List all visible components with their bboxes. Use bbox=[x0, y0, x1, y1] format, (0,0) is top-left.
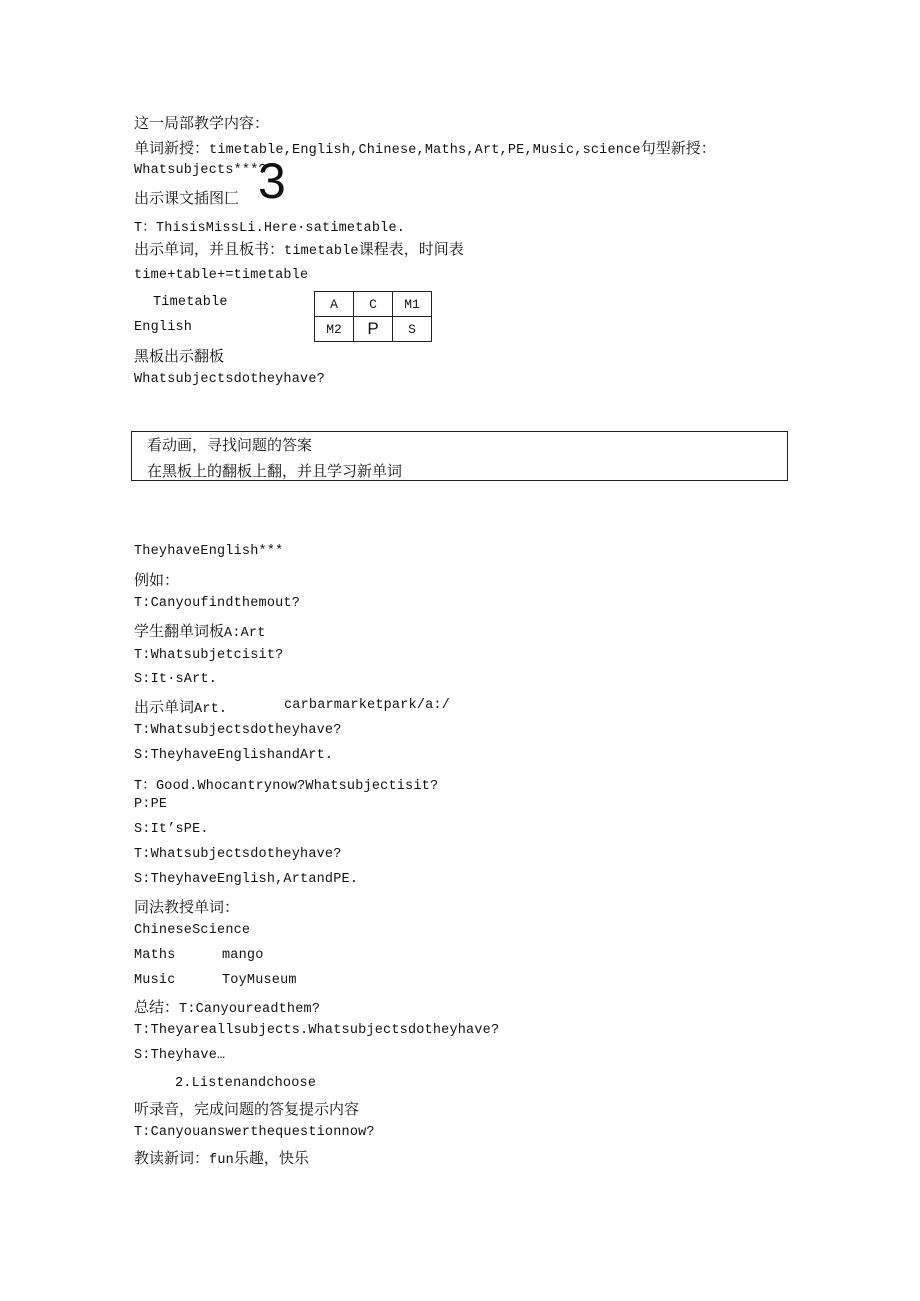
grid-cell: M1 bbox=[393, 292, 432, 317]
dialog-line: T:Canyouanswerthequestionnow? bbox=[134, 1125, 375, 1140]
dialog-line: T:Whatsubjetcisit? bbox=[134, 648, 284, 663]
teacher-line-1: T：ThisisMissLi.Here·satimetable. bbox=[134, 221, 406, 236]
show-picture-line: 出示课文插图匚 bbox=[134, 189, 240, 207]
step-heading: 2.Listenandchoose bbox=[175, 1076, 317, 1091]
word-list-line: mango bbox=[222, 948, 264, 963]
flip-card-word: A:Art bbox=[224, 626, 266, 641]
large-number-3: 3 bbox=[258, 153, 286, 209]
new-word: fun bbox=[209, 1153, 234, 1168]
activity-box bbox=[131, 431, 788, 481]
new-word-line bbox=[134, 1147, 309, 1168]
new-words-list: timetable,English,Chinese,Maths,Art,PE,Music,science bbox=[209, 143, 641, 158]
grid-row bbox=[315, 317, 432, 342]
example-label: 例如： bbox=[134, 571, 180, 589]
flip-card-line bbox=[134, 620, 266, 641]
show-art-line bbox=[134, 696, 227, 717]
same-method-label: 同法教授单词： bbox=[134, 898, 240, 916]
word-list-line: Music bbox=[134, 973, 176, 988]
grid-cell: M2 bbox=[315, 317, 354, 342]
show-words-meaning: 课程表，时间表 bbox=[358, 240, 464, 258]
word-list-line: Maths bbox=[134, 948, 176, 963]
show-words-word: timetable bbox=[284, 244, 359, 259]
grid-cell: C bbox=[354, 292, 393, 317]
grid-cell: S bbox=[393, 317, 432, 342]
show-art-label: 出示单词 bbox=[134, 698, 195, 716]
dialog-line: S:It’sPE. bbox=[134, 822, 209, 837]
letter-grid bbox=[314, 291, 432, 342]
listen-instruction: 听录音，完成问题的答复提示内容 bbox=[134, 1100, 360, 1118]
dialog-line: S:Theyhave… bbox=[134, 1048, 226, 1063]
summary-text: T:Canyoureadthem? bbox=[179, 1002, 321, 1017]
pattern-line: Whatsubjects***? bbox=[134, 163, 267, 178]
new-word-label: 教读新词： bbox=[134, 1149, 210, 1167]
section-heading: 这一局部教学内容： bbox=[134, 114, 270, 132]
dialog-line: T:Theyareallsubjects.Whatsubjectsdotheyhave? bbox=[134, 1023, 500, 1038]
dialog-line: S:TheyhaveEnglish,ArtandPE. bbox=[134, 872, 359, 887]
question-line: Whatsubjectsdotheyhave? bbox=[134, 372, 325, 387]
dialog-line: T:Canyoufindthemout? bbox=[134, 596, 301, 611]
board-flip-line: 黑板出示翻板 bbox=[134, 347, 225, 365]
new-pattern-label: 句型新授： bbox=[640, 139, 716, 157]
word-list-line: ToyMuseum bbox=[222, 973, 297, 988]
summary-line bbox=[134, 996, 320, 1017]
grid-cell: A bbox=[315, 292, 354, 317]
new-words-line bbox=[134, 137, 716, 158]
timetable-label: Timetable bbox=[153, 295, 228, 310]
new-word-meaning: 乐趣，快乐 bbox=[233, 1149, 309, 1167]
formula-line: time+table+=timetable bbox=[134, 268, 309, 283]
word-list-line: ChineseScience bbox=[134, 923, 251, 938]
dialog-line: T：Good.Whocantrynow?Whatsubjectisit? bbox=[134, 779, 439, 794]
flip-card-label: 学生翻单词板 bbox=[134, 622, 225, 640]
dialog-line: T:Whatsubjectsdotheyhave? bbox=[134, 847, 342, 862]
dialog-line: P:PE bbox=[134, 797, 168, 812]
dialog-line: TheyhaveEnglish*** bbox=[134, 544, 284, 559]
dialog-line: S:TheyhaveEnglishandArt. bbox=[134, 748, 334, 763]
activity-line-1: 看动画，寻找问题的答案 bbox=[147, 436, 313, 454]
dialog-line: S:It·sArt. bbox=[134, 672, 218, 687]
new-words-label: 单词新授： bbox=[134, 139, 210, 157]
english-label: English bbox=[134, 320, 193, 335]
activity-line-2: 在黑板上的翻板上翻，并且学习新单词 bbox=[147, 462, 403, 480]
grid-cell: P bbox=[354, 317, 393, 342]
summary-label: 总结： bbox=[134, 998, 180, 1016]
dialog-line: T:Whatsubjectsdotheyhave? bbox=[134, 723, 342, 738]
phonics-words: carbarmarketpark/a:/ bbox=[284, 698, 451, 713]
show-art-word: Art. bbox=[194, 702, 228, 717]
show-words-label: 出示单词，并且板书： bbox=[134, 240, 285, 258]
show-words-line bbox=[134, 238, 464, 259]
grid-row bbox=[315, 292, 432, 317]
